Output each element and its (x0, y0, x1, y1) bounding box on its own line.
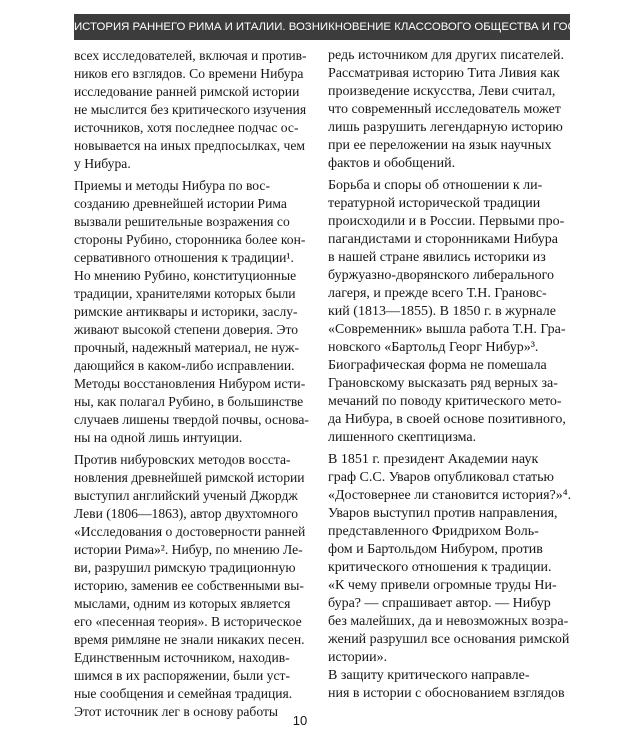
text-line: да Нибура, в своей основе позитивного, (328, 412, 566, 427)
text-line: Биографическая форма не помешала (328, 358, 547, 373)
text-line: при ее переложении на язык научных (328, 138, 552, 153)
text-line: лишенного скептицизма. (328, 430, 477, 445)
text-line: лагеря, и прежде всего Т.Н. Грановс- (328, 286, 547, 301)
text-line: прочный, надежный материал, не нуж- (74, 340, 300, 355)
text-line: тературной исторической традиции (328, 196, 541, 211)
text-line: созданию древнейшей истории Рима (74, 196, 287, 211)
text-line: происходили и в России. Первыми про- (328, 214, 565, 229)
text-line: «Современник» вышла работа Т.Н. Гра- (328, 322, 566, 337)
text-line: что современный исследователь может (328, 102, 561, 117)
text-line: «Достовернее ли становится история?»⁴. (328, 488, 572, 503)
text-line: выступил английский ученый Джордж (74, 488, 298, 503)
text-line: жений разрушил все основания римской (328, 632, 570, 647)
text-line: дающийся в каком-либо исправлении. (74, 358, 295, 373)
text-line: Этот источник лег в основу работы (74, 704, 279, 719)
text-line: буржуазно-дворянского либерального (328, 268, 554, 283)
text-line: истории Рима»². Нибур, по мнению Ле- (74, 542, 303, 557)
text-line: исследование ранней римской истории (74, 84, 300, 99)
text-line: Единственным источником, находив- (74, 650, 290, 665)
text-line: редь источником для других писателей. (328, 48, 564, 63)
text-line: произведение искусства, Леви считал, (328, 84, 556, 99)
text-line: В защиту критического направле- (328, 668, 530, 683)
text-line: живают высокой степени доверия. Это (74, 322, 299, 337)
text-line: лишь разрушить легендарную историю (328, 120, 563, 135)
text-line: «Исследования о достоверности ранней (74, 524, 306, 539)
text-line: ны на одной лишь интуиции. (74, 430, 243, 445)
text-line: в нашей стране явились историки из (328, 250, 546, 265)
text-line: новывается на иных предпосылках, чем (74, 138, 306, 153)
text-line: не мыслится без критического изучения (74, 102, 307, 117)
text-line: Борьба и споры об отношении к ли- (328, 178, 543, 193)
text-line: кий (1813—1855). В 1850 г. в журнале (328, 304, 556, 319)
text-line: Методы восстановления Нибуром исти- (74, 376, 306, 391)
text-line: источников, хотя последнее подчас ос- (74, 120, 299, 135)
text-line: Приемы и методы Нибура по вос- (74, 178, 270, 193)
text-line: Но мнению Рубино, конституционные (74, 268, 297, 283)
text-line: Уваров выступил против направления, (328, 506, 558, 521)
text-line: ны, как полагал Рубино, в большинстве (74, 394, 304, 409)
text-line: вызвали решительные возражения со (74, 214, 290, 229)
text-line: мечаний по поводу критического мето- (328, 394, 562, 409)
running-header: ИСТОРИЯ РАННЕГО РИМА И ИТАЛИИ. ВОЗНИКНОВЕНИЕ КЛАССОВОГО ОБЩЕСТВА И ГОСУДАРСТВА (74, 14, 570, 40)
text-line: истории». (328, 650, 388, 665)
text-line: пагандистами и сторонниками Нибура (328, 232, 559, 247)
text-line: ви, разрушил римскую традиционную (74, 560, 296, 575)
text-line: историю, заменив ее собственными вы- (74, 578, 304, 593)
text-line: ников его взглядов. Со времени Нибура (74, 66, 304, 81)
text-line: случаев лишены твердой почвы, основа- (74, 412, 309, 427)
text-line: Против нибуровских методов восста- (74, 452, 291, 467)
text-line: его «песенная теория». В историческое (74, 614, 302, 629)
text-line: сервативного отношения к традиции¹. (74, 250, 294, 265)
text-line: всех исследователей, включая и против- (74, 48, 307, 63)
text-line: без малейших, да и невозможных возра- (328, 614, 569, 629)
text-line: стороны Рубино, сторонника более кон- (74, 232, 306, 247)
text-line: традиции, хранителями которых были (74, 286, 296, 301)
text-line: В 1851 г. президент Академии наук (328, 452, 539, 467)
text-line: у Нибура. (74, 156, 131, 171)
text-line: Рассматривая историю Тита Ливия как (328, 66, 560, 81)
text-line: Грановскому высказать ряд верных за- (328, 376, 558, 391)
page-number: 10 (292, 713, 308, 728)
text-line: критического отношения к традиции. (328, 560, 552, 575)
text-line: время римляне не знали никаких песен. (74, 632, 305, 647)
text-line: римские антиквары и историки, заслу- (74, 304, 298, 319)
text-line: шимся в их распоряжении, были уст- (74, 668, 290, 683)
text-line: представленного Фридрихом Воль- (328, 524, 539, 539)
text-line: фактов и обобщений. (328, 156, 456, 171)
text-line: новского «Бартольд Георг Нибур»³. (328, 340, 539, 355)
text-line: Леви (1806—1863), автор двухтомного (74, 506, 299, 521)
text-line: граф С.С. Уваров опубликовал статью (328, 470, 555, 485)
text-line: ния в истории с обоснованием взглядов (328, 686, 565, 701)
text-line: ные сообщения и семейная традиция. (74, 686, 293, 701)
text-line: мыслами, одним из которых является (74, 596, 291, 611)
text-line: фом и Бартольдом Нибуром, против (328, 542, 543, 557)
text-line: новления древнейшей римской истории (74, 470, 305, 485)
text-line: бура? — спрашивает автор. — Нибур (328, 596, 551, 611)
text-line: «К чему привели огромные труды Ни- (328, 578, 557, 593)
